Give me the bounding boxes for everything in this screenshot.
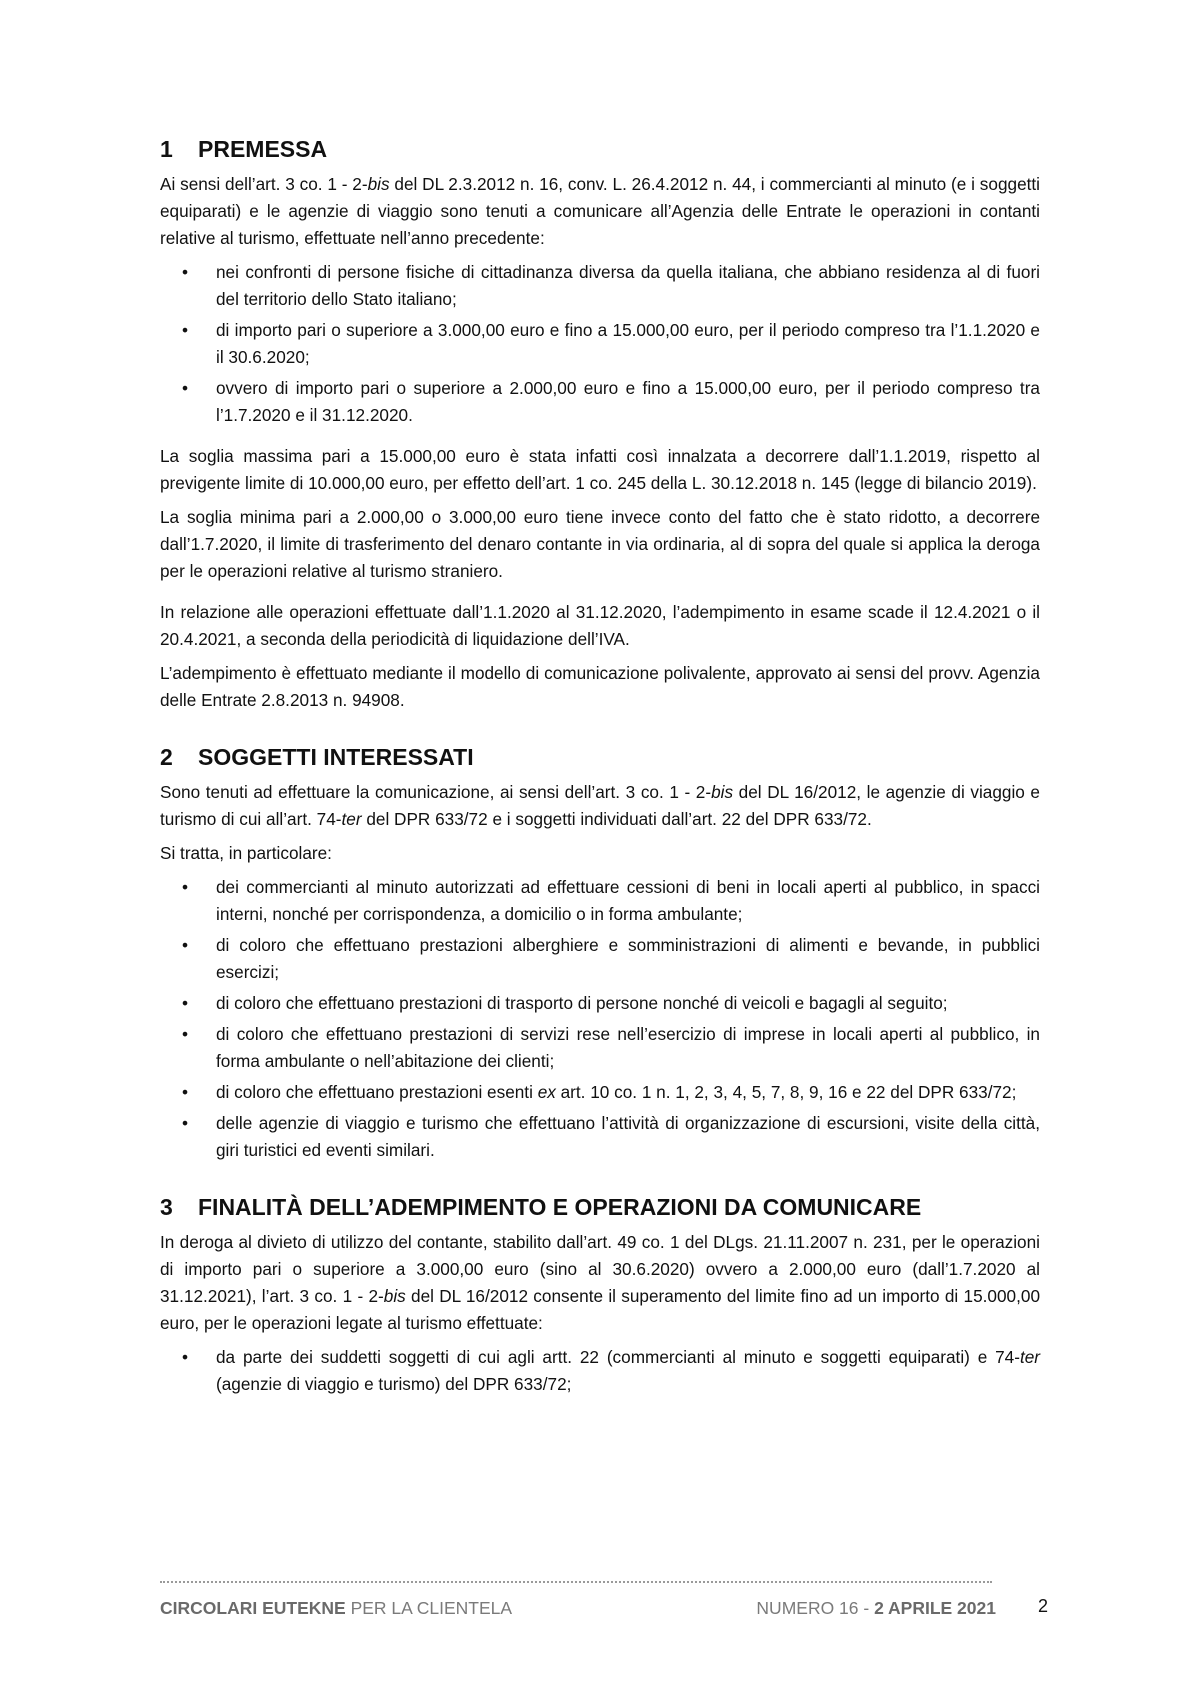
bullet-icon: • <box>182 877 189 897</box>
footer-issue: NUMERO 16 - 2 APRILE 2021 <box>756 1598 996 1618</box>
section-premessa <box>160 136 1040 714</box>
list-item: • di coloro che effettuano prestazioni esenti ex art. 10 co. 1 n. 1, 2, 3, 4, 5, 7, 8, 9, 16 e 22 del DPR 633/72; <box>160 1079 1040 1106</box>
section-soggetti-interessati <box>160 744 1040 1164</box>
section-heading <box>160 744 1040 771</box>
list-item: • nei confronti di persone fisiche di cittadinanza diversa da quella italiana, che abbiano residenza al di fuori del territorio dello Stato italiano; <box>160 259 1040 313</box>
bullet-icon: • <box>182 935 189 955</box>
paragraph: La soglia minima pari a 2.000,00 o 3.000,00 euro tiene invece conto del fatto che è stato ridotto, a decorrere dall’1.7.2020, il limite di trasferimento del denaro contante in via ordinaria, al di sopra del quale si applica la deroga per le operazioni relative al turismo straniero. <box>160 507 1040 581</box>
bullet-icon: • <box>182 320 189 340</box>
document-body <box>160 136 1040 1402</box>
bullet-icon: • <box>182 1347 189 1367</box>
section-heading <box>160 136 1040 163</box>
section-number: 3 <box>160 1194 173 1220</box>
bullet-list <box>160 259 1040 429</box>
page-number: 2 <box>1037 1596 1048 1616</box>
paragraph: Si tratta, in particolare: <box>160 843 332 863</box>
list-item: • di coloro che effettuano prestazioni di trasporto di persone nonché di veicoli e bagagli al seguito; <box>160 990 1040 1017</box>
list-item: • da parte dei suddetti soggetti di cui agli artt. 22 (commercianti al minuto e soggetti equiparati) e 74-ter (agenzie di viaggio e turismo) del DPR 633/72; <box>160 1344 1040 1398</box>
page-footer <box>160 1598 1048 1626</box>
section-title: SOGGETTI INTERESSATI <box>198 744 474 770</box>
bullet-icon: • <box>182 378 189 398</box>
list-item: • delle agenzie di viaggio e turismo che effettuano l’attività di organizzazione di escursioni, visite della città, giri turistici ed eventi similari. <box>160 1110 1040 1164</box>
list-item: • dei commercianti al minuto autorizzati ad effettuare cessioni di beni in locali aperti al pubblico, in spacci interni, nonché per corrispondenza, a domicilio o in forma ambulante; <box>160 874 1040 928</box>
bullet-icon: • <box>182 1082 189 1102</box>
bullet-icon: • <box>182 1024 189 1044</box>
footer-divider <box>160 1581 992 1583</box>
footer-brand: CIRCOLARI EUTEKNE PER LA CLIENTELA <box>160 1598 513 1618</box>
paragraph: Sono tenuti ad effettuare la comunicazione, ai sensi dell’art. 3 co. 1 - 2-bis del DL 16/2012, le agenzie di viaggio e turismo di cui all’art. 74-ter del DPR 633/72 e i soggetti individuati dall’art. 22 del DPR 633/72. <box>160 782 1040 829</box>
section-number: 2 <box>160 744 173 770</box>
bullet-list <box>160 1344 1040 1398</box>
list-item: • di coloro che effettuano prestazioni alberghiere e somministrazioni di alimenti e bevande, in pubblici esercizi; <box>160 932 1040 986</box>
paragraph: L’adempimento è effettuato mediante il modello di comunicazione polivalente, approvato ai sensi del provv. Agenzia delle Entrate 2.8.2013 n. 94908. <box>160 663 1040 710</box>
section-heading <box>160 1194 1040 1221</box>
section-number: 1 <box>160 136 173 162</box>
section-finalita <box>160 1194 1040 1398</box>
list-item: • di coloro che effettuano prestazioni di servizi rese nell’esercizio di imprese in locali aperti al pubblico, in forma ambulante o nell’abitazione dei clienti; <box>160 1021 1040 1075</box>
bullet-icon: • <box>182 993 189 1013</box>
bullet-list <box>160 874 1040 1164</box>
paragraph: Ai sensi dell’art. 3 co. 1 - 2-bis del DL 2.3.2012 n. 16, conv. L. 26.4.2012 n. 44, i commercianti al minuto (e i soggetti equiparati) e le agenzie di viaggio sono tenuti a comunicare all’Agenzia delle Entrate le operazioni in contanti relative al turismo, effettuate nell’anno precedente: <box>160 174 1040 248</box>
paragraph: In deroga al divieto di utilizzo del contante, stabilito dall’art. 49 co. 1 del DLgs. 21.11.2007 n. 231, per le operazioni di importo pari o superiore a 3.000,00 euro (sino al 30.6.2020) ovvero a 2.000,00 euro (dall’1.7.2020 al 31.12.2021), l’art. 3 co. 1 - 2-bis del DL 16/2012 consente il superamento del limite fino ad un importo di 15.000,00 euro, per le operazioni legate al turismo effettuate: <box>160 1232 1041 1333</box>
bullet-icon: • <box>182 262 189 282</box>
list-item: • di importo pari o superiore a 3.000,00 euro e fino a 15.000,00 euro, per il periodo compreso tra l’1.1.2020 e il 30.6.2020; <box>160 317 1040 371</box>
bullet-icon: • <box>182 1113 189 1133</box>
paragraph: In relazione alle operazioni effettuate dall’1.1.2020 al 31.12.2020, l’adempimento in esame scade il 12.4.2021 o il 20.4.2021, a seconda della periodicità di liquidazione dell’IVA. <box>160 602 1040 649</box>
section-title: PREMESSA <box>198 136 328 162</box>
list-item: • ovvero di importo pari o superiore a 2.000,00 euro e fino a 15.000,00 euro, per il periodo compreso tra l’1.7.2020 e il 31.12.2020. <box>160 375 1040 429</box>
section-title: FINALITÀ DELL’ADEMPIMENTO E OPERAZIONI DA COMUNICARE <box>198 1194 922 1220</box>
paragraph: La soglia massima pari a 15.000,00 euro è stata infatti così innalzata a decorrere dall’1.1.2019, rispetto al previgente limite di 10.000,00 euro, per effetto dell’art. 1 co. 245 della L. 30.12.2018 n. 145 (legge di bilancio 2019). <box>160 446 1040 493</box>
